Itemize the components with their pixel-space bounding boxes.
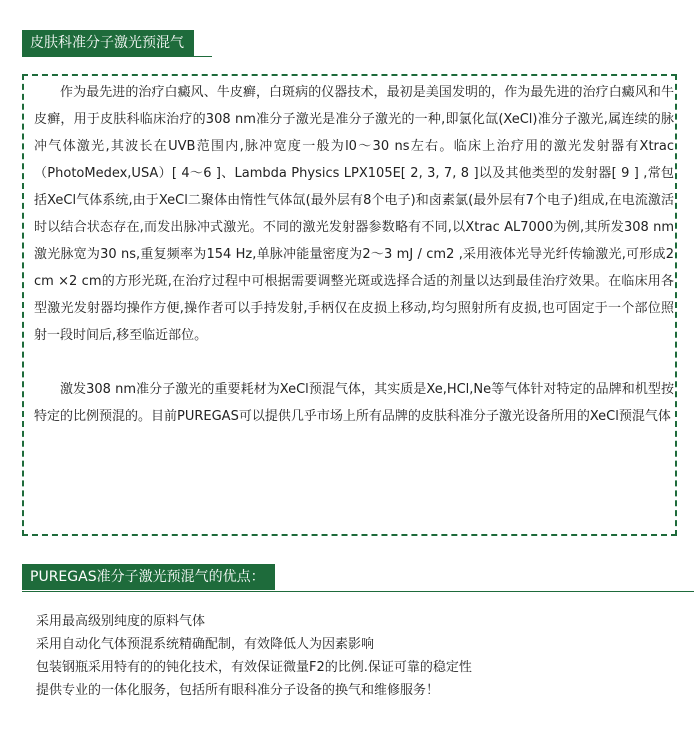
list-item: 包装钢瓶采用特有的的钝化技术，有效保证微量F2的比例.保证可靠的稳定性 (36, 660, 472, 675)
list-item: 采用自动化气体预混系统精确配制，有效降低人为因素影响 (36, 637, 375, 652)
section-title-underline (22, 56, 212, 57)
list-item: 采用最高级别纯度的原料气体 (36, 614, 206, 629)
section-title-dermatology-laser-gas: 皮肤科准分子激光预混气 (22, 30, 194, 56)
intro-paragraph-xecl-gas: 激发308 nm准分子激光的重要耗材为XeCl预混气体，其实质是Xe,HCl,Ne等气体针对特定的品牌和机型按特定的比例预混的。目前PUREGAS可以提供几乎市场上所有品牌的皮肤科准分子激光设备所用的XeCl预混气体 (34, 382, 674, 424)
intro-text-block (34, 79, 674, 430)
section-title-puregas-advantages: PUREGAS准分子激光预混气的优点： (22, 564, 275, 590)
intro-paragraph-laser-description: 作为最先进的治疗白癜风、牛皮癣，白斑病的仪器技术，最初是美国发明的，作为最先进的治疗白癜风和牛皮癣，用于皮肤科临床治疗的308 nm准分子激光是准分子激光的一种,即氯化氙(XeCl)准分子激光,属连续的脉冲气体激光,其波长在UVB范围内,脉冲宽度一般为l0～30 ns左右。临床上治疗用的激光发射器有Xtrac（PhotoMedex,USA）[ 4～6 ]、Lambda Physics LPX105E[ 2, 3, 7, 8 ]以及其他类型的发射器[ 9 ] ,常包括XeCl气体系统,由于XeCl二聚体由惰性气体氙(最外层有8个电子)和卤素氯(最外层有7个电子)组成,在电流激活时以结合状态存在,而发出脉冲式激光。不同的激光发射器参数略有不同,以Xtrac AL7000为例,其所发308 nm 激光脉宽为30 ns,重复频率为154 Hz,单脉冲能量密度为2～3 mJ / cm2 ,采用液体光导光纤传输激光,可形成2 cm ×2 cm的方形光斑,在治疗过程中可根据需要调整光斑或选择合适的剂量以达到最佳治疗效果。在临床用各型激光发射器均操作方便,操作者可以手持发射,手柄仅在皮损上移动,均匀照射所有皮损,也可固定于一个部位照射一段时间后,移至临近部位。 (34, 85, 674, 343)
section-title-underline (22, 591, 694, 592)
advantages-list (36, 610, 676, 702)
list-item: 提供专业的一体化服务，包括所有眼科准分子设备的换气和维修服务！ (36, 683, 440, 698)
